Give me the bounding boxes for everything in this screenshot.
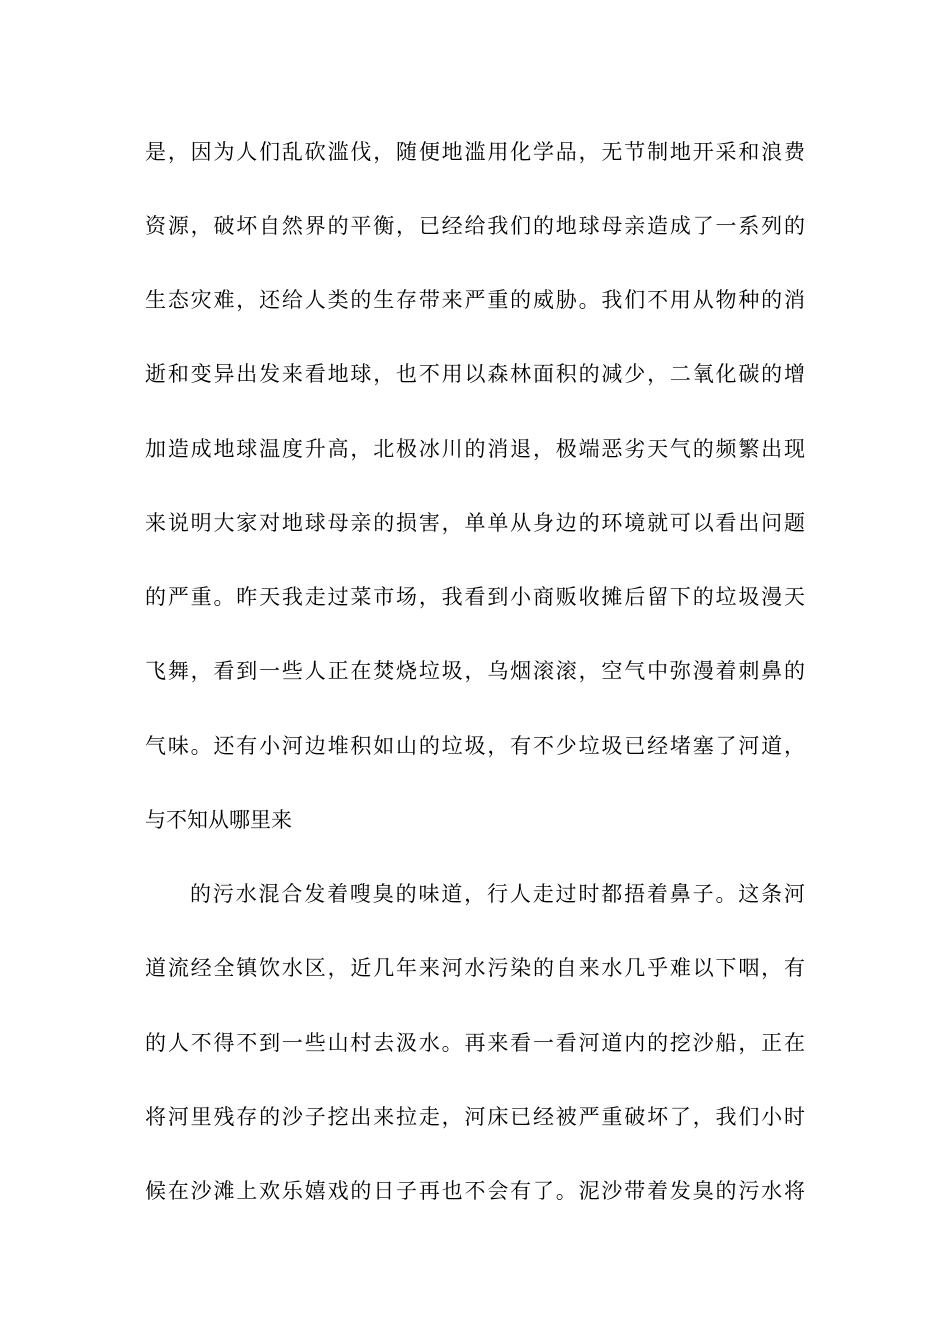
text-line-2: 资源，破坏自然界的平衡，已经给我们的地球母亲造成了一系列的 <box>145 214 805 238</box>
text-line-11: 的污水混合发着嗖臭的味道，行人走过时都捂着鼻子。这条河 <box>190 882 805 906</box>
text-line-6: 来说明大家对地球母亲的损害，单单从身边的环境就可以看出问题 <box>145 511 805 535</box>
text-line-4: 逝和变异出发来看地球，也不用以森林面积的减少，二氧化碳的增 <box>145 362 805 386</box>
text-line-9: 气味。还有小河边堆积如山的垃圾，有不少垃圾已经堵塞了河道， <box>145 734 805 758</box>
text-line-14: 将河里残存的沙子挖出来拉走，河床已经被严重破坏了，我们小时 <box>145 1105 805 1129</box>
text-line-13: 的人不得不到一些山村去汲水。再来看一看河道内的挖沙船，正在 <box>145 1031 805 1055</box>
text-line-5: 加造成地球温度升高，北极冰川的消退，极端恶劣天气的频繁出现 <box>145 437 805 461</box>
text-line-1: 是，因为人们乱砍滥伐，随便地滥用化学品，无节制地开采和浪费 <box>145 140 805 164</box>
text-line-10: 与不知从哪里来 <box>145 808 292 832</box>
text-line-8: 飞舞，看到一些人正在焚烧垃圾，乌烟滚滚，空气中弥漫着刺鼻的 <box>145 659 805 683</box>
text-line-15: 候在沙滩上欢乐嬉戏的日子再也不会有了。泥沙带着发臭的污水将 <box>145 1179 805 1203</box>
text-line-12: 道流经全镇饮水区，近几年来河水污染的自来水几乎难以下咽，有 <box>145 956 805 980</box>
text-line-3: 生态灾难，还给人类的生存带来严重的威胁。我们不用从物种的消 <box>145 288 805 312</box>
text-line-7: 的严重。昨天我走过菜市场，我看到小商贩收摊后留下的垃圾漫天 <box>145 585 805 609</box>
